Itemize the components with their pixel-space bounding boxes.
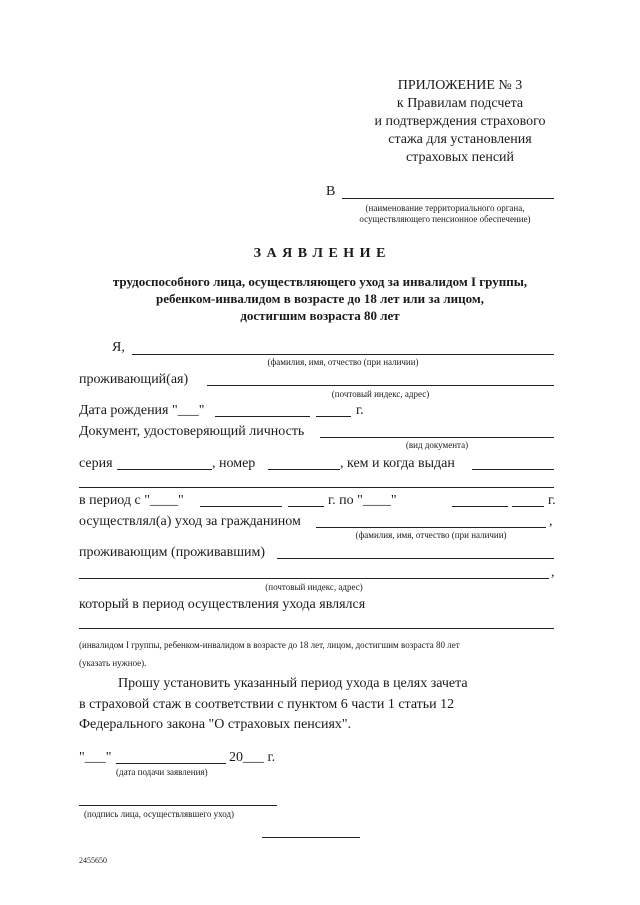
issued-label: , кем и когда выдан <box>340 456 455 471</box>
status-field[interactable] <box>79 628 554 629</box>
period-from-label: в период с "____" <box>79 493 184 508</box>
signature-field[interactable] <box>79 805 277 806</box>
issued-field-continued[interactable] <box>79 487 554 488</box>
birth-year-suffix: г. <box>356 403 364 418</box>
appendix-line: стажа для установления <box>388 132 532 147</box>
document-subtitle: трудоспособного лица, осуществляющего уход за инвалидом I группы, <box>112 274 528 289</box>
signature-hint: (подпись лица, осуществлявшего уход) <box>84 809 235 819</box>
care-recipient-field[interactable] <box>316 527 546 528</box>
status-label: который в период осуществления ухода являлся <box>79 597 366 612</box>
submission-day-label: "___" <box>79 750 112 765</box>
care-recipient-hint: (фамилия, имя, отчество (при наличии) <box>355 530 507 540</box>
i-label: Я, <box>112 340 125 355</box>
addressee-prefix: В <box>326 184 336 199</box>
id-document-field[interactable] <box>320 437 554 438</box>
period-to-month-field[interactable] <box>452 506 508 507</box>
appendix-line: к Правилам подсчета <box>396 96 524 111</box>
appendix-line: и подтверждения страхового <box>374 114 546 129</box>
addressee-hint: (наименование территориального органа, <box>365 203 525 213</box>
request-text: Федерального закона "О страховых пенсиях". <box>79 717 352 732</box>
period-from-year-field[interactable] <box>288 506 324 507</box>
request-text: Прошу установить указанный период ухода в целях зачета <box>118 676 468 691</box>
number-label: , номер <box>212 456 256 471</box>
care-comma: , <box>549 514 553 529</box>
document-subtitle: ребенком-инвалидом в возрасте до 18 лет или за лицом, <box>156 291 484 306</box>
document-number: 2455650 <box>79 856 107 865</box>
fio-field[interactable] <box>132 354 554 355</box>
residing-label: проживающий(ая) <box>79 372 189 387</box>
birth-date-label: Дата рождения "___" <box>79 403 205 418</box>
living-address-hint: (почтовый индекс, адрес) <box>265 582 363 592</box>
birth-year-field[interactable] <box>316 416 351 417</box>
status-hint-note: (указать нужное). <box>79 658 147 668</box>
fio-hint: (фамилия, имя, отчество (при наличии) <box>267 357 419 367</box>
living-address-field[interactable] <box>277 558 554 559</box>
address-hint: (почтовый индекс, адрес) <box>331 389 430 399</box>
id-document-label: Документ, удостоверяющий личность <box>79 424 305 439</box>
period-from-month-field[interactable] <box>200 506 282 507</box>
birth-month-field[interactable] <box>215 416 310 417</box>
appendix-title: ПРИЛОЖЕНИЕ № 3 <box>397 78 523 93</box>
appendix-line: страховых пенсий <box>405 150 515 165</box>
closing-rule <box>262 837 360 838</box>
issued-field[interactable] <box>472 469 554 470</box>
series-label: серия <box>79 456 113 471</box>
period-to-year-suffix: г. <box>548 493 556 508</box>
series-field[interactable] <box>117 469 212 470</box>
id-document-hint: (вид документа) <box>405 440 469 450</box>
submission-year-label: 20___ г. <box>229 750 276 765</box>
document-title: З А Я В Л Е Н И Е <box>253 246 387 261</box>
document-subtitle: достигшим возраста 80 лет <box>240 308 400 323</box>
addressee-hint: осуществляющего пенсионное обеспечение) <box>359 214 531 224</box>
care-label: осуществлял(а) уход за гражданином <box>79 514 301 529</box>
submission-month-field[interactable] <box>116 763 226 764</box>
living-label: проживающим (проживавшим) <box>79 545 266 560</box>
period-to-label: г. по "____" <box>328 493 397 508</box>
period-to-year-field[interactable] <box>512 506 544 507</box>
number-field[interactable] <box>268 469 340 470</box>
addressee-field[interactable] <box>342 198 554 199</box>
request-text: в страховой стаж в соответствии с пунктом 6 части 1 статьи 12 <box>79 697 455 712</box>
living-comma: , <box>551 565 555 580</box>
living-address-field-continued[interactable] <box>79 578 549 579</box>
address-field[interactable] <box>207 385 554 386</box>
status-hint: (инвалидом I группы, ребенком-инвалидом в возрасте до 18 лет, лицом, достигшим возраста 80 лет <box>79 640 460 650</box>
submission-date-hint: (дата подачи заявления) <box>116 767 208 777</box>
